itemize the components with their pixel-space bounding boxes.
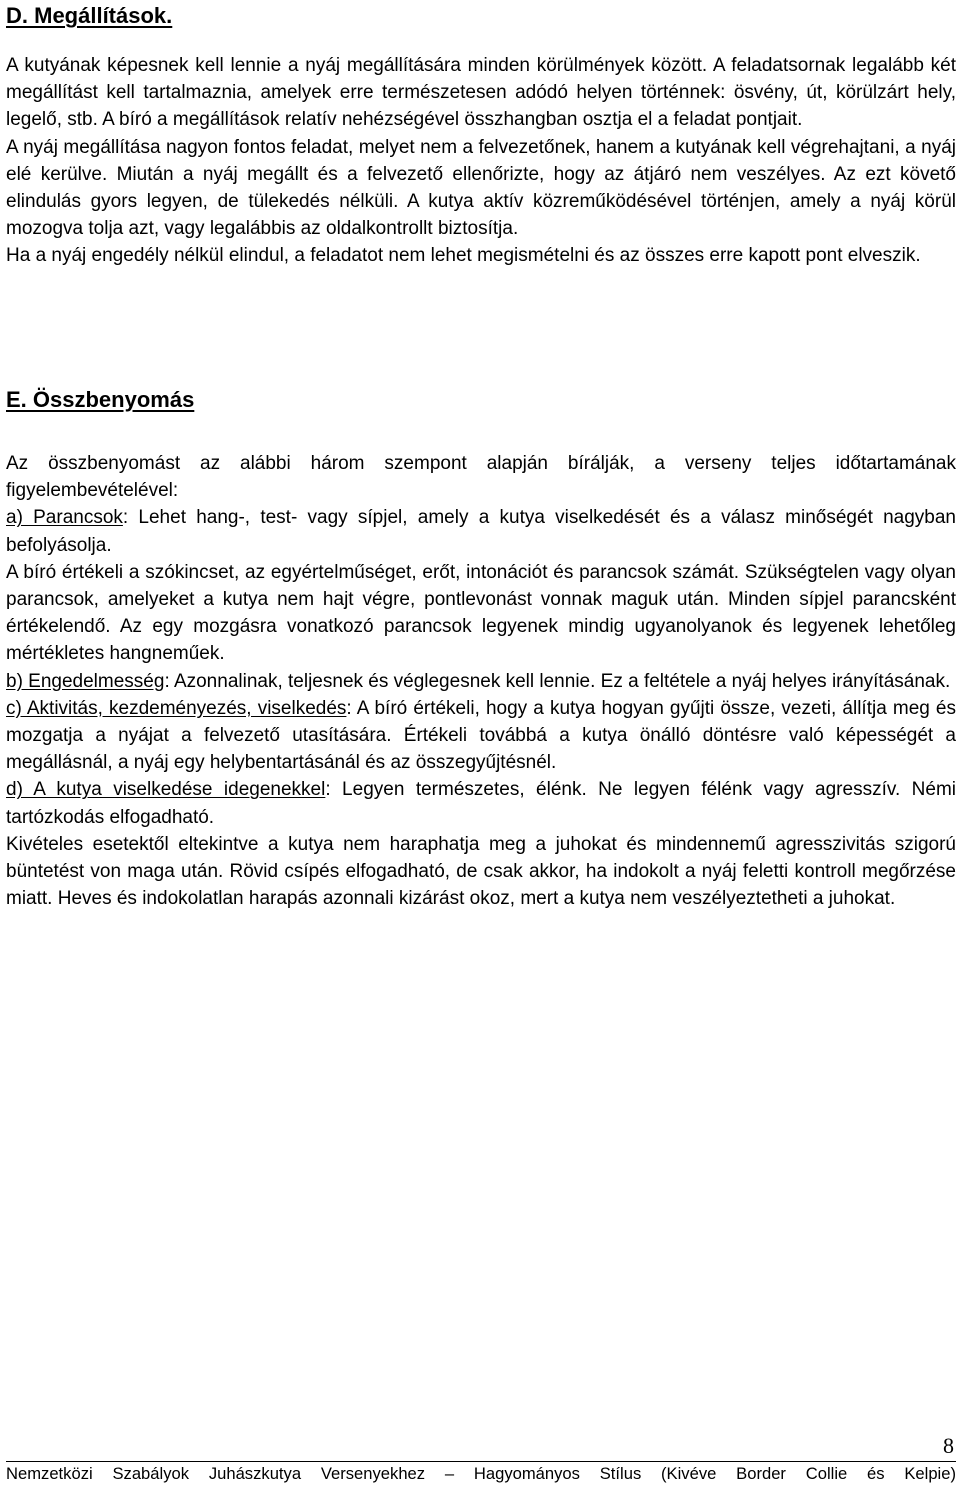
page-number: 8 (943, 1433, 954, 1458)
section-e-body (6, 450, 956, 912)
criterion-d (6, 776, 956, 830)
section-d-paragraph-3: Ha a nyáj engedély nélkül elindul, a feladatot nem lehet megismételni és az összes erre kapott pont elveszik. (6, 245, 921, 267)
section-d-body (6, 52, 956, 270)
document-page (6, 0, 956, 1486)
criterion-b-label: b) Engedelmesség (6, 670, 165, 692)
section-e-heading: E. Összbenyomás (6, 387, 195, 412)
criterion-a-detail: A bíró értékeli a szókincset, az egyértelműséget, erőt, intonációt és parancsok számát. Szükségtelen vagy olyan parancsok, amelyeket a kutya nem hajt végre, pontlevonást vonnak maguk után. Minden sípjel parancsként értékelendő. Az egy mozgásra vonatkozó parancsok legyenek mindig ugyanolyanok és legyenek lehetőleg mértékletes hangneműek. (6, 561, 956, 665)
criterion-c-label: c) Aktivitás, kezdeményezés, viselkedés (6, 697, 347, 719)
criterion-b (6, 668, 956, 695)
section-d-paragraph-2: A nyáj megállítása nagyon fontos feladat, melyet nem a felvezetőnek, hanem a kutyának kell végrehajtani, a nyáj elé kerülve. Miután a nyáj megállt és a felvezető ellenőrizte, hogy az átjáró nem veszélyes. Az ezt követő elindulás gyors legyen, de tülekedés nélküli. A kutya aktív közreműködésével történjen, amely a nyáj körül mozogva tolja azt, vagy legalábbis az oldalkontrollt biztosítja. (6, 136, 956, 240)
section-e-intro: Az összbenyomást az alábbi három szempont alapján bírálják, a verseny teljes időtartamának figyelembevételével: (6, 453, 956, 502)
criterion-c (6, 695, 956, 777)
criterion-c-text: : A bíró értékeli, hogy a kutya hogyan gyűjti össze, vezeti, állítja meg és mozgatja a nyájat a felvezető utasítására. Értékeli továbbá a kutya önálló döntésre való képességét a megállásnál, a nyáj egy helybentartásánál és az összegyűjtésnél. (6, 697, 956, 774)
section-d-paragraph-1: A kutyának képesnek kell lennie a nyáj megállítására minden körülmények között. A feladatsornak legalább két megállítást kell tartalmaznia, amelyek erre természetesen adódó helyen történnek: ösvény, út, körülzárt hely, legelő, stb. A bíró a megállítások relatív nehézségével összhangban osztja el a feladat pontjait. (6, 55, 956, 131)
criterion-b-text: : Azonnalinak, teljesnek és véglegesnek kell lennie. Ez a feltétele a nyáj helyes irányításának. (164, 670, 951, 692)
section-d-heading: D. Megállítások. (6, 3, 173, 28)
criterion-a (6, 504, 956, 558)
criterion-d-label: d) A kutya viselkedése idegenekkel (6, 779, 326, 801)
criterion-a-label: a) Parancsok (6, 507, 123, 529)
footer-text: Nemzetközi Szabályok Juhászkutya Versenyekhez – Hagyományos Stílus (Kivéve Border Collie és Kelpie) (6, 1464, 956, 1483)
section-e-closing: Kivételes esetektől eltekintve a kutya nem haraphatja meg a juhokat és mindennemű agresszivitás szigorú büntetést von maga után. Rövid csípés elfogadható, de csak akkor, ha indokolt a nyáj feletti kontroll megőrzése miatt. Heves és indokolatlan harapás azonnali kizárást okoz, mert a kutya nem veszélyeztetheti a juhokat. (6, 833, 956, 910)
criterion-a-text: : Lehet hang-, test- vagy sípjel, amely a kutya viselkedését és a válasz minőségét nagyban befolyásolja. (6, 507, 956, 556)
footer-divider (6, 1461, 956, 1462)
criterion-d-text: : Legyen természetes, élénk. Ne legyen félénk vagy agresszív. Némi tartózkodás elfogadható. (6, 779, 956, 828)
